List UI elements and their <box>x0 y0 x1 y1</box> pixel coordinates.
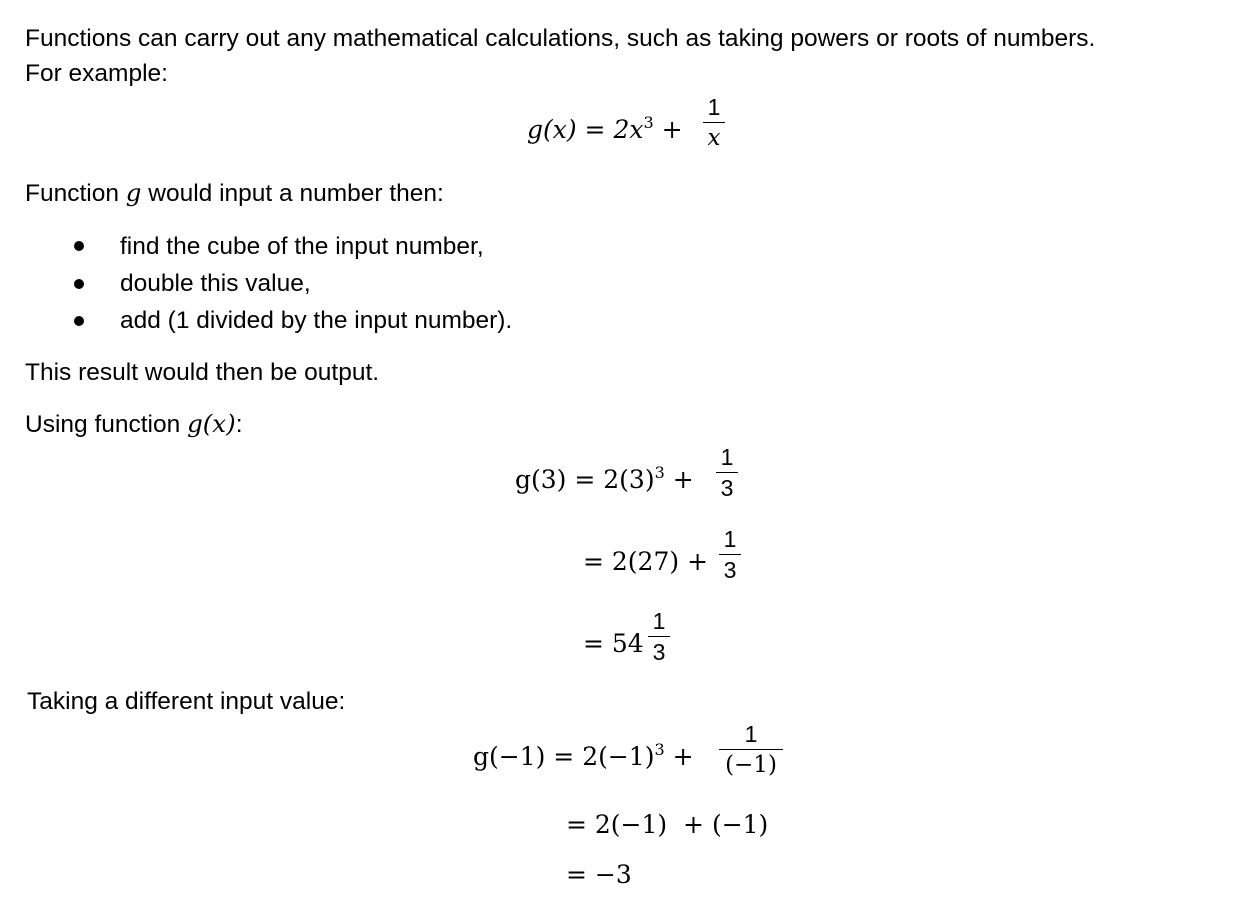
example2-line1-exp: 3 <box>654 740 665 759</box>
example1-line1-exp: 3 <box>654 463 665 482</box>
example1-line3-den: 3 <box>652 639 666 665</box>
result-text: This result would then be output. <box>25 359 380 386</box>
definition-fraction <box>703 94 725 151</box>
definition-exponent: 3 <box>643 113 654 132</box>
fraction-bar <box>648 636 670 637</box>
example1-line2-fraction <box>719 526 741 583</box>
example1-line1 <box>515 465 694 495</box>
explanation-suffix: would input a number then: <box>141 180 444 207</box>
example2-line1-plus: + <box>672 742 694 771</box>
fraction-bar <box>719 749 783 750</box>
fraction-bar <box>719 554 741 555</box>
using-suffix: : <box>235 411 243 438</box>
example1-line2: = 2(27) + <box>583 547 709 576</box>
example2-line1-den: (−1) <box>725 752 777 778</box>
intro-line-1: Functions can carry out any mathematical calculations, such as taking powers or roots of numbers. <box>25 25 1096 52</box>
example1-line1-num: 1 <box>720 444 734 470</box>
example1-line1-plus: + <box>672 465 694 494</box>
example1-line1-den: 3 <box>720 475 734 501</box>
example1-line3-num: 1 <box>652 608 666 634</box>
definition-equation <box>527 115 683 145</box>
example2-line1-lhs: g(−1) = 2(−1) <box>473 742 655 771</box>
example1-line1-lhs: g(3) = 2(3) <box>515 465 655 494</box>
example2-line2: = 2(−1) + (−1) <box>566 810 769 839</box>
example1-line3-fraction <box>648 608 670 665</box>
example1-line1-fraction <box>716 444 738 501</box>
definition-frac-bar <box>703 122 725 123</box>
fraction-bar <box>716 472 738 473</box>
bullet-icon <box>74 316 84 326</box>
explanation-text <box>25 178 444 209</box>
explanation-var: g <box>125 178 142 207</box>
definition-frac-num: 1 <box>707 94 721 120</box>
using-prefix: Using function <box>25 411 188 438</box>
step-item-1: find the cube of the input number, <box>120 233 484 260</box>
using-text <box>25 409 243 440</box>
example2-line1-num: 1 <box>744 721 758 747</box>
example1-line2-num: 1 <box>723 526 737 552</box>
example1-line2-den: 3 <box>723 557 737 583</box>
different-input-text: Taking a different input value: <box>27 688 346 715</box>
intro-line-2: For example: <box>25 60 168 87</box>
example2-line3: = −3 <box>566 860 632 889</box>
bullet-icon <box>74 279 84 289</box>
example1-line3: = 54 <box>583 629 644 658</box>
bullet-icon <box>74 241 84 251</box>
step-item-3: add (1 divided by the input number). <box>120 307 513 334</box>
step-item-2: double this value, <box>120 270 311 297</box>
using-func: g(x) <box>187 409 236 438</box>
example2-line1-fraction <box>719 721 783 778</box>
definition-frac-den: x <box>707 125 721 151</box>
definition-plus: + <box>661 115 683 144</box>
example2-line1 <box>473 742 694 772</box>
definition-lhs: g(x) = 2x <box>527 115 644 144</box>
explanation-prefix: Function <box>25 180 126 207</box>
